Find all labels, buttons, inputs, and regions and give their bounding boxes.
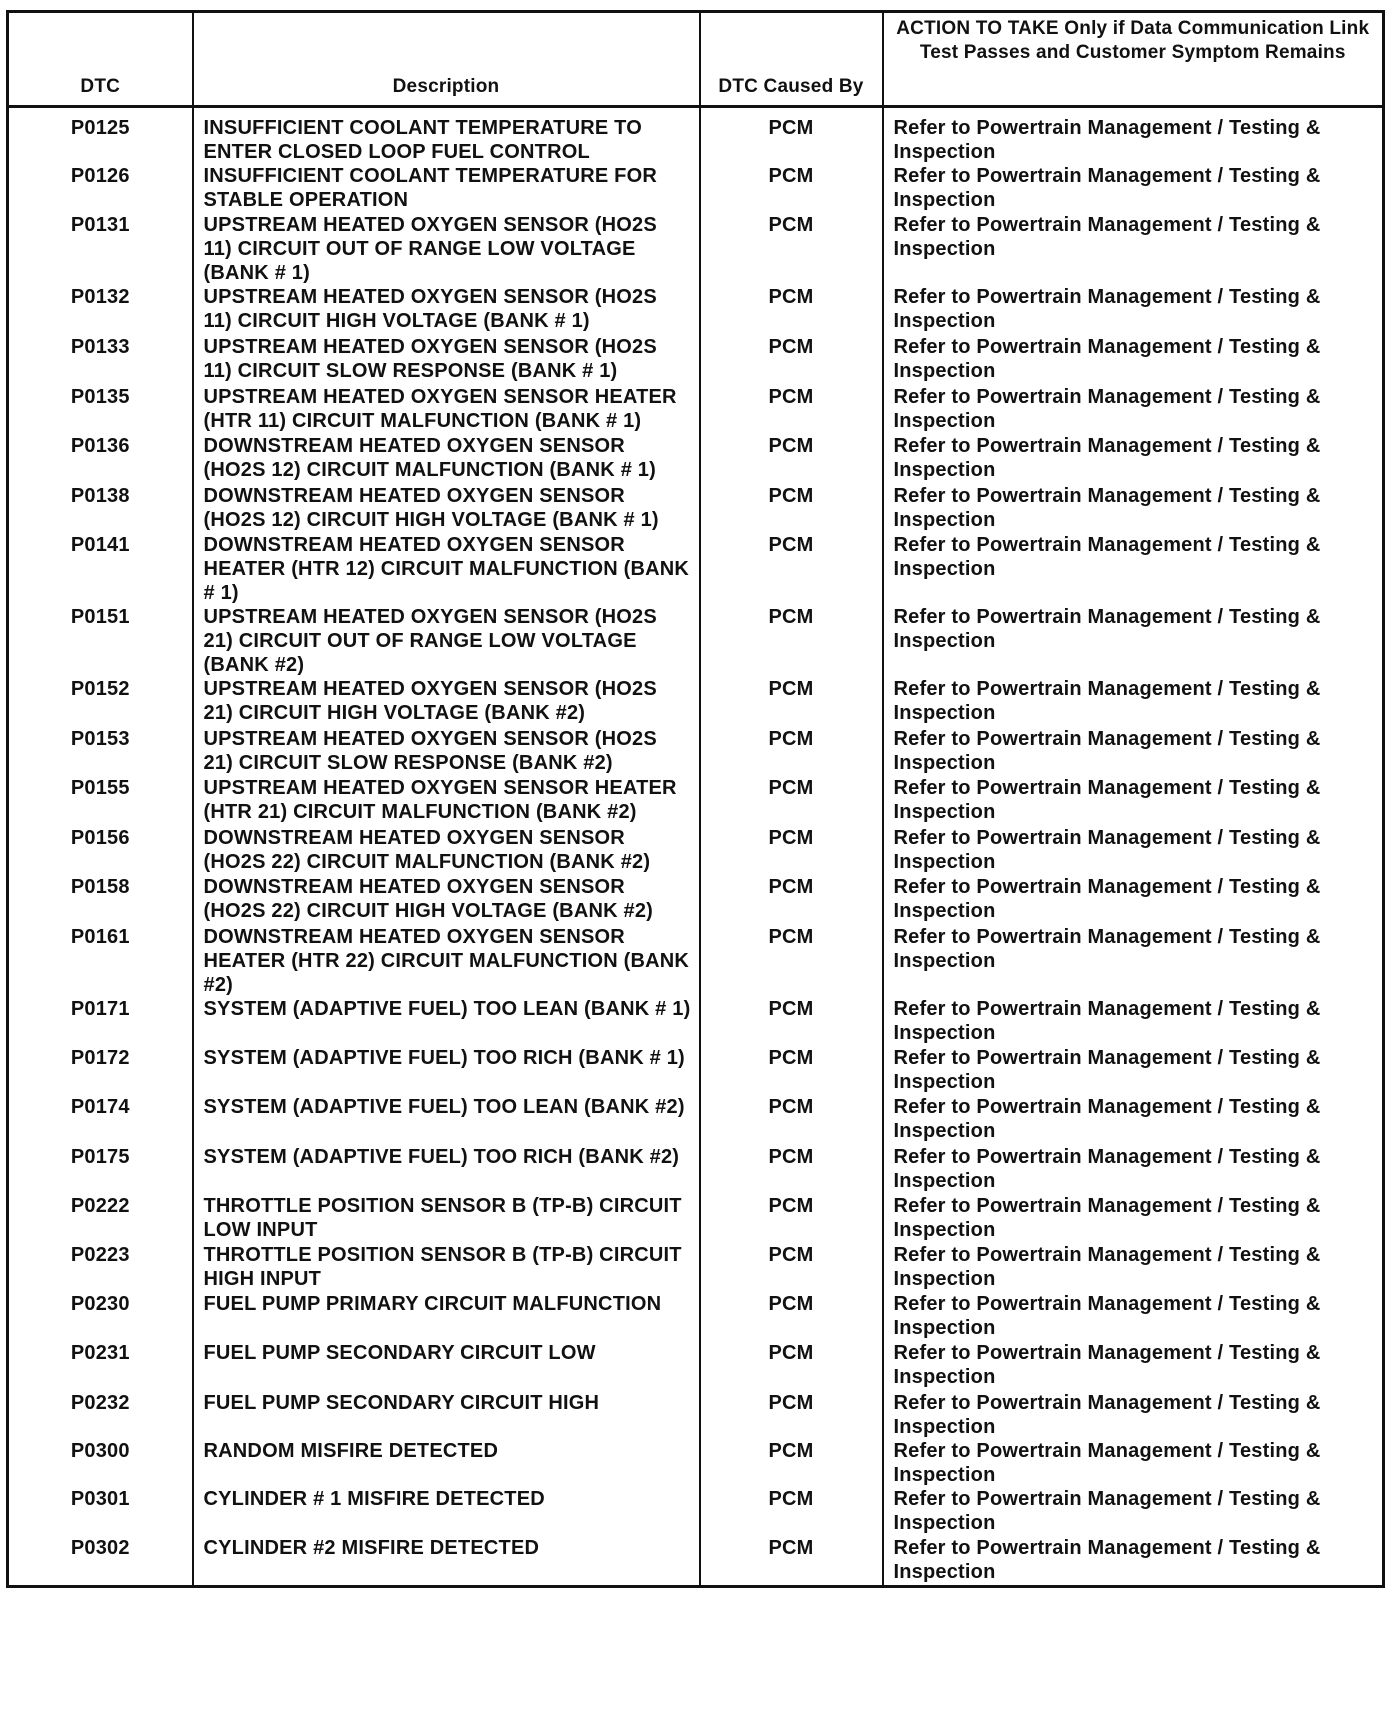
action-cell: Refer to Powertrain Management / Testing & Inspection bbox=[883, 1487, 1384, 1536]
action-cell: Refer to Powertrain Management / Testing & Inspection bbox=[883, 164, 1384, 213]
table-row bbox=[8, 533, 1384, 605]
caused-by-cell: PCM bbox=[700, 1194, 883, 1243]
action-cell: Refer to Powertrain Management / Testing & Inspection bbox=[883, 1439, 1384, 1487]
caused-by-cell: PCM bbox=[700, 1095, 883, 1145]
caused-by-cell: PCM bbox=[700, 925, 883, 997]
table-row bbox=[8, 107, 1384, 165]
caused-by-cell: PCM bbox=[700, 605, 883, 677]
table-row bbox=[8, 335, 1384, 385]
dtc-code-cell: P0152 bbox=[8, 677, 193, 727]
action-cell: Refer to Powertrain Management / Testing & Inspection bbox=[883, 1341, 1384, 1391]
caused-by-cell: PCM bbox=[700, 1341, 883, 1391]
caused-by-cell: PCM bbox=[700, 434, 883, 484]
action-cell: Refer to Powertrain Management / Testing & Inspection bbox=[883, 1095, 1384, 1145]
action-cell: Refer to Powertrain Management / Testing & Inspection bbox=[883, 533, 1384, 605]
caused-by-cell: PCM bbox=[700, 1046, 883, 1095]
table-row bbox=[8, 727, 1384, 776]
table-row bbox=[8, 997, 1384, 1046]
description-cell: FUEL PUMP PRIMARY CIRCUIT MALFUNCTION bbox=[193, 1292, 700, 1341]
caused-by-cell: PCM bbox=[700, 1243, 883, 1292]
description-cell: DOWNSTREAM HEATED OXYGEN SENSOR (HO2S 22) CIRCUIT MALFUNCTION (BANK #2) bbox=[193, 826, 700, 875]
action-cell: Refer to Powertrain Management / Testing & Inspection bbox=[883, 875, 1384, 925]
action-cell: Refer to Powertrain Management / Testing & Inspection bbox=[883, 997, 1384, 1046]
dtc-code-cell: P0131 bbox=[8, 213, 193, 285]
table-row bbox=[8, 434, 1384, 484]
description-cell: CYLINDER #2 MISFIRE DETECTED bbox=[193, 1536, 700, 1586]
caused-by-cell: PCM bbox=[700, 213, 883, 285]
action-cell: Refer to Powertrain Management / Testing & Inspection bbox=[883, 484, 1384, 533]
dtc-code-cell: P0231 bbox=[8, 1341, 193, 1391]
table-row bbox=[8, 1194, 1384, 1243]
table-row bbox=[8, 1536, 1384, 1586]
description-cell: FUEL PUMP SECONDARY CIRCUIT HIGH bbox=[193, 1391, 700, 1439]
caused-by-cell: PCM bbox=[700, 776, 883, 826]
dtc-code-cell: P0301 bbox=[8, 1487, 193, 1536]
action-cell: Refer to Powertrain Management / Testing & Inspection bbox=[883, 776, 1384, 826]
caused-by-cell: PCM bbox=[700, 335, 883, 385]
action-cell: Refer to Powertrain Management / Testing & Inspection bbox=[883, 107, 1384, 165]
dtc-code-cell: P0136 bbox=[8, 434, 193, 484]
table-row bbox=[8, 285, 1384, 335]
header-caused-by: DTC Caused By bbox=[700, 12, 883, 107]
dtc-code-cell: P0125 bbox=[8, 107, 193, 165]
description-cell: UPSTREAM HEATED OXYGEN SENSOR (HO2S 11) CIRCUIT OUT OF RANGE LOW VOLTAGE (BANK # 1) bbox=[193, 213, 700, 285]
action-cell: Refer to Powertrain Management / Testing & Inspection bbox=[883, 677, 1384, 727]
action-cell: Refer to Powertrain Management / Testing & Inspection bbox=[883, 605, 1384, 677]
description-cell: SYSTEM (ADAPTIVE FUEL) TOO LEAN (BANK #2) bbox=[193, 1095, 700, 1145]
dtc-code-cell: P0230 bbox=[8, 1292, 193, 1341]
action-cell: Refer to Powertrain Management / Testing & Inspection bbox=[883, 1145, 1384, 1194]
table-body bbox=[8, 107, 1384, 1587]
action-cell: Refer to Powertrain Management / Testing & Inspection bbox=[883, 1194, 1384, 1243]
dtc-table bbox=[6, 10, 1385, 1588]
dtc-code-cell: P0153 bbox=[8, 727, 193, 776]
description-cell: THROTTLE POSITION SENSOR B (TP-B) CIRCUIT HIGH INPUT bbox=[193, 1243, 700, 1292]
table-row bbox=[8, 1439, 1384, 1487]
dtc-code-cell: P0161 bbox=[8, 925, 193, 997]
action-cell: Refer to Powertrain Management / Testing & Inspection bbox=[883, 925, 1384, 997]
dtc-code-cell: P0174 bbox=[8, 1095, 193, 1145]
dtc-code-cell: P0222 bbox=[8, 1194, 193, 1243]
description-cell: UPSTREAM HEATED OXYGEN SENSOR (HO2S 21) CIRCUIT OUT OF RANGE LOW VOLTAGE (BANK #2) bbox=[193, 605, 700, 677]
description-cell: DOWNSTREAM HEATED OXYGEN SENSOR (HO2S 12) CIRCUIT MALFUNCTION (BANK # 1) bbox=[193, 434, 700, 484]
description-cell: INSUFFICIENT COOLANT TEMPERATURE TO ENTER CLOSED LOOP FUEL CONTROL bbox=[193, 107, 700, 165]
description-cell: FUEL PUMP SECONDARY CIRCUIT LOW bbox=[193, 1341, 700, 1391]
caused-by-cell: PCM bbox=[700, 1391, 883, 1439]
description-cell: INSUFFICIENT COOLANT TEMPERATURE FOR STABLE OPERATION bbox=[193, 164, 700, 213]
dtc-code-cell: P0172 bbox=[8, 1046, 193, 1095]
table-row bbox=[8, 875, 1384, 925]
action-cell: Refer to Powertrain Management / Testing & Inspection bbox=[883, 1292, 1384, 1341]
action-cell: Refer to Powertrain Management / Testing & Inspection bbox=[883, 1243, 1384, 1292]
table-row bbox=[8, 677, 1384, 727]
caused-by-cell: PCM bbox=[700, 1292, 883, 1341]
caused-by-cell: PCM bbox=[700, 1487, 883, 1536]
caused-by-cell: PCM bbox=[700, 1145, 883, 1194]
caused-by-cell: PCM bbox=[700, 875, 883, 925]
table-header bbox=[8, 12, 1384, 107]
description-cell: THROTTLE POSITION SENSOR B (TP-B) CIRCUIT LOW INPUT bbox=[193, 1194, 700, 1243]
table-row bbox=[8, 213, 1384, 285]
description-cell: UPSTREAM HEATED OXYGEN SENSOR (HO2S 21) CIRCUIT SLOW RESPONSE (BANK #2) bbox=[193, 727, 700, 776]
dtc-code-cell: P0171 bbox=[8, 997, 193, 1046]
caused-by-cell: PCM bbox=[700, 285, 883, 335]
action-cell: Refer to Powertrain Management / Testing & Inspection bbox=[883, 727, 1384, 776]
action-cell: Refer to Powertrain Management / Testing & Inspection bbox=[883, 1391, 1384, 1439]
dtc-code-cell: P0151 bbox=[8, 605, 193, 677]
header-dtc: DTC bbox=[8, 12, 193, 107]
table-row bbox=[8, 1145, 1384, 1194]
description-cell: RANDOM MISFIRE DETECTED bbox=[193, 1439, 700, 1487]
header-description: Description bbox=[193, 12, 700, 107]
caused-by-cell: PCM bbox=[700, 1439, 883, 1487]
header-row bbox=[8, 12, 1384, 107]
action-cell: Refer to Powertrain Management / Testing & Inspection bbox=[883, 826, 1384, 875]
description-cell: DOWNSTREAM HEATED OXYGEN SENSOR (HO2S 12) CIRCUIT HIGH VOLTAGE (BANK # 1) bbox=[193, 484, 700, 533]
table-row bbox=[8, 1341, 1384, 1391]
description-cell: SYSTEM (ADAPTIVE FUEL) TOO LEAN (BANK # 1) bbox=[193, 997, 700, 1046]
caused-by-cell: PCM bbox=[700, 107, 883, 165]
caused-by-cell: PCM bbox=[700, 385, 883, 434]
dtc-code-cell: P0132 bbox=[8, 285, 193, 335]
action-cell: Refer to Powertrain Management / Testing & Inspection bbox=[883, 285, 1384, 335]
table-row bbox=[8, 1487, 1384, 1536]
caused-by-cell: PCM bbox=[700, 826, 883, 875]
description-cell: UPSTREAM HEATED OXYGEN SENSOR HEATER (HTR 11) CIRCUIT MALFUNCTION (BANK # 1) bbox=[193, 385, 700, 434]
dtc-code-cell: P0156 bbox=[8, 826, 193, 875]
table-row bbox=[8, 1243, 1384, 1292]
description-cell: DOWNSTREAM HEATED OXYGEN SENSOR (HO2S 22) CIRCUIT HIGH VOLTAGE (BANK #2) bbox=[193, 875, 700, 925]
action-cell: Refer to Powertrain Management / Testing & Inspection bbox=[883, 1536, 1384, 1586]
description-cell: UPSTREAM HEATED OXYGEN SENSOR (HO2S 11) CIRCUIT SLOW RESPONSE (BANK # 1) bbox=[193, 335, 700, 385]
dtc-code-cell: P0133 bbox=[8, 335, 193, 385]
dtc-code-cell: P0300 bbox=[8, 1439, 193, 1487]
caused-by-cell: PCM bbox=[700, 1536, 883, 1586]
action-cell: Refer to Powertrain Management / Testing & Inspection bbox=[883, 213, 1384, 285]
dtc-code-cell: P0126 bbox=[8, 164, 193, 213]
description-cell: SYSTEM (ADAPTIVE FUEL) TOO RICH (BANK # 1) bbox=[193, 1046, 700, 1095]
action-cell: Refer to Powertrain Management / Testing & Inspection bbox=[883, 434, 1384, 484]
description-cell: DOWNSTREAM HEATED OXYGEN SENSOR HEATER (HTR 22) CIRCUIT MALFUNCTION (BANK #2) bbox=[193, 925, 700, 997]
caused-by-cell: PCM bbox=[700, 484, 883, 533]
table-row bbox=[8, 385, 1384, 434]
caused-by-cell: PCM bbox=[700, 677, 883, 727]
table-row bbox=[8, 484, 1384, 533]
action-cell: Refer to Powertrain Management / Testing & Inspection bbox=[883, 385, 1384, 434]
description-cell: UPSTREAM HEATED OXYGEN SENSOR (HO2S 11) CIRCUIT HIGH VOLTAGE (BANK # 1) bbox=[193, 285, 700, 335]
description-cell: CYLINDER # 1 MISFIRE DETECTED bbox=[193, 1487, 700, 1536]
dtc-code-cell: P0175 bbox=[8, 1145, 193, 1194]
table-row bbox=[8, 1292, 1384, 1341]
table-row bbox=[8, 1391, 1384, 1439]
table-row bbox=[8, 826, 1384, 875]
table-row bbox=[8, 925, 1384, 997]
header-action: ACTION TO TAKE Only if Data Communication Link Test Passes and Customer Symptom Remains bbox=[883, 12, 1384, 107]
caused-by-cell: PCM bbox=[700, 727, 883, 776]
caused-by-cell: PCM bbox=[700, 997, 883, 1046]
description-cell: DOWNSTREAM HEATED OXYGEN SENSOR HEATER (HTR 12) CIRCUIT MALFUNCTION (BANK # 1) bbox=[193, 533, 700, 605]
dtc-code-cell: P0135 bbox=[8, 385, 193, 434]
dtc-code-cell: P0302 bbox=[8, 1536, 193, 1586]
dtc-code-cell: P0155 bbox=[8, 776, 193, 826]
description-cell: SYSTEM (ADAPTIVE FUEL) TOO RICH (BANK #2) bbox=[193, 1145, 700, 1194]
dtc-code-cell: P0141 bbox=[8, 533, 193, 605]
action-cell: Refer to Powertrain Management / Testing & Inspection bbox=[883, 1046, 1384, 1095]
caused-by-cell: PCM bbox=[700, 533, 883, 605]
table-row bbox=[8, 1095, 1384, 1145]
table-row bbox=[8, 1046, 1384, 1095]
action-cell: Refer to Powertrain Management / Testing & Inspection bbox=[883, 335, 1384, 385]
dtc-code-cell: P0138 bbox=[8, 484, 193, 533]
table-row bbox=[8, 776, 1384, 826]
caused-by-cell: PCM bbox=[700, 164, 883, 213]
dtc-code-cell: P0223 bbox=[8, 1243, 193, 1292]
dtc-code-cell: P0158 bbox=[8, 875, 193, 925]
dtc-code-cell: P0232 bbox=[8, 1391, 193, 1439]
table-row bbox=[8, 605, 1384, 677]
description-cell: UPSTREAM HEATED OXYGEN SENSOR HEATER (HTR 21) CIRCUIT MALFUNCTION (BANK #2) bbox=[193, 776, 700, 826]
table-row bbox=[8, 164, 1384, 213]
description-cell: UPSTREAM HEATED OXYGEN SENSOR (HO2S 21) CIRCUIT HIGH VOLTAGE (BANK #2) bbox=[193, 677, 700, 727]
